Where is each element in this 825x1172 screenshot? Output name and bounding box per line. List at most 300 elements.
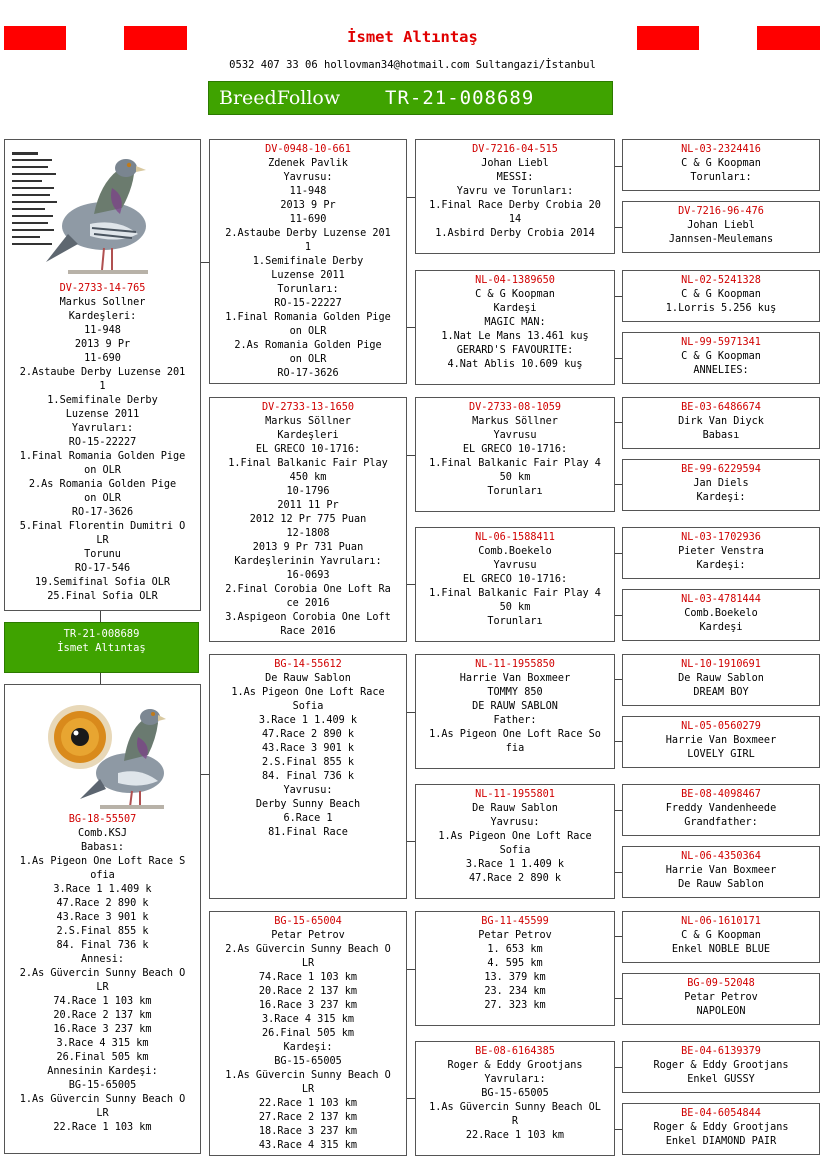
detail-line: Kardeşi [699,622,743,633]
great-grandparent-details [623,288,819,316]
detail-line: Petar Petrov [271,930,345,941]
detail-line: Torunları: [690,172,752,183]
great-grandparent-details [623,350,819,378]
great-grandparent-card [622,527,820,579]
detail-line: 2.S.Final 855 k [56,926,149,937]
sire-dam-ring: DV-2733-13-1650 [261,402,354,413]
detail-line: Yavruları: [484,1074,546,1085]
connector [615,1067,622,1068]
detail-line: 1.As Pigeon One Loft Race S [19,856,186,867]
detail-line: 1.As Pigeon One Loft Race [438,831,592,842]
detail-line: De Rauw Sablon [472,803,558,814]
detail-line: 47.Race 2 890 k [468,873,561,884]
detail-line: 2013 9 Pr 731 Puan [252,542,364,553]
owner-name: İsmet Altıntaş [347,28,478,46]
detail-line: Kardeşi: [283,1042,333,1053]
sdd-card [415,527,615,642]
detail-line: LR [96,1108,109,1119]
detail-line: 1.Semifinale Derby [252,256,364,267]
detail-line: Kardeşleri: [68,311,137,322]
connector [407,712,415,713]
connector [407,455,415,456]
detail-line: 25.Final Sofia OLR [47,591,158,602]
detail-line: Comb.Boekelo [478,546,552,557]
detail-line: 26.Final 505 km [261,1028,354,1039]
detail-line: 84. Final 736 k [261,771,354,782]
great-grandparent-card [622,973,820,1025]
detail-line: BG-15-65005 [68,1080,137,1091]
detail-line: 10-1796 [286,486,330,497]
connector [615,358,622,359]
great-grandparent-details [623,219,819,247]
connector [615,679,622,680]
dam-ring: BG-18-55507 [68,814,137,825]
great-grandparent-ring: BE-03-6486674 [681,402,761,413]
sds-card [415,397,615,512]
dss-card [415,654,615,769]
detail-line: 1.As Pigeon One Loft Race [231,687,385,698]
detail-line: 3.Aspigeon Corobia One Loft [225,612,391,623]
connector [615,422,622,423]
detail-line: Torunları [487,486,543,497]
detail-line: 12-1808 [286,528,330,539]
detail-line: LR [301,1084,315,1095]
great-grandparent-details [623,929,819,957]
detail-line: 3.Race 4 315 km [261,1014,354,1025]
great-grandparent-card [622,332,820,384]
great-grandparent-ring: NL-02-5241328 [681,275,761,286]
detail-line: 22.Race 1 103 km [465,1130,565,1141]
dam-sire-ring: BG-14-55612 [274,659,342,670]
connector [407,969,415,970]
detail-line: 74.Race 1 103 km [258,972,358,983]
detail-line: 18.Race 3 237 km [258,1126,358,1137]
detail-line: Freddy Vandenheede [665,803,777,814]
detail-line: Kardeşlerinin Yavruları: [234,556,382,567]
detail-line: Babası [702,430,740,441]
detail-line: 13. 379 km [484,972,546,983]
great-grandparent-ring: NL-05-0560279 [681,721,761,732]
detail-line: NAPOLEON [696,1006,746,1017]
detail-line: 450 km [289,472,327,483]
detail-line: LR [301,958,315,969]
subject-ring: TR-21-008689 [63,628,140,640]
detail-line: 2012 12 Pr 775 Puan [249,514,367,525]
detail-line: Kardeşi: [696,560,746,571]
detail-line: 2013 9 Pr [74,339,131,350]
detail-line: C & G Koopman [681,930,761,941]
connector [615,1129,622,1130]
ddd-card [415,1041,615,1156]
detail-line: 27. 323 km [484,1000,546,1011]
detail-line: Yavrusu: [283,785,333,796]
detail-line: on OLR [289,326,327,337]
subject-owner: İsmet Altıntaş [57,642,146,654]
dam-sire-card [209,654,407,899]
dam-dam-ring: BG-15-65004 [274,916,342,927]
connector [615,936,622,937]
detail-line: 4.Nat Ablis 10.609 kuş [447,359,583,370]
connector [615,553,622,554]
detail-line: 2011 11 Pr [277,500,339,511]
sire-dam-details [210,415,406,639]
sire-dam-card [209,397,407,642]
connector [201,262,209,263]
detail-line: on OLR [289,354,327,365]
great-grandparent-ring: BE-99-6229594 [681,464,761,475]
detail-line: Yavrusu [493,430,537,441]
detail-line: LOVELY GIRL [687,749,755,760]
dss-ring: NL-11-1955850 [475,659,555,670]
detail-line: 1.Final Romania Golden Pige [19,451,186,462]
detail-line: 2.As Güvercin Sunny Beach O [225,944,391,955]
detail-line: 2.S.Final 855 k [261,757,354,768]
great-grandparent-details [623,672,819,700]
detail-line: Johan Liebl [481,158,549,169]
detail-line: 43.Race 3 901 k [56,912,149,923]
detail-line: 4. 595 km [487,958,543,969]
connector [100,673,101,684]
dam-dam-details [210,929,406,1153]
detail-line: 3.Race 1 1.409 k [465,859,565,870]
great-grandparent-card [622,589,820,641]
detail-line: RO-17-3626 [71,507,134,518]
detail-line: Torunları [487,616,543,627]
subject-card [4,622,199,673]
detail-line: Comb.Boekelo [684,608,758,619]
detail-line: Enkel DIAMOND PAIR [665,1136,777,1147]
detail-line: BG-15-65005 [274,1056,342,1067]
detail-line: 2.As Romania Golden Pige [234,340,382,351]
sire-details [5,296,200,604]
detail-line: 1.Semifinale Derby [47,395,158,406]
dam-sire-details [210,672,406,840]
dds-ring: BG-11-45599 [481,916,549,927]
detail-line: 74.Race 1 103 km [53,996,152,1007]
detail-line: ce 2016 [286,598,330,609]
dsd-card [415,784,615,899]
detail-line: 3.Race 1 1.409 k [53,884,152,895]
sire-card [4,139,201,611]
detail-line: ANNELIES: [693,365,749,376]
great-grandparent-card [622,784,820,836]
detail-line: 1.Lorris 5.256 kuş [665,303,777,314]
detail-line: 1. 653 km [487,944,543,955]
great-grandparent-card [622,1041,820,1093]
connector [615,166,622,167]
detail-line: 23. 234 km [484,986,546,997]
detail-line: Harrie Van Boxmeer [459,673,571,684]
detail-line: Enkel NOBLE BLUE [671,944,771,955]
connector [201,774,209,775]
detail-line: Kardeşleri [277,430,339,441]
detail-line: 11-948 [289,186,327,197]
great-grandparent-ring: DV-7216-96-476 [678,206,764,217]
detail-line: LR [96,535,109,546]
detail-line: Race 2016 [280,626,336,637]
detail-line: Jan Diels [693,478,749,489]
detail-line: Petar Petrov [478,930,552,941]
detail-line: 11-948 [84,325,121,336]
great-grandparent-ring: NL-06-4350364 [681,851,761,862]
detail-line: 3.Race 4 315 km [56,1038,149,1049]
sire-sire-ring: DV-0948-10-661 [265,144,351,155]
detail-line: Yavruları: [71,423,134,434]
detail-line: RO-15-22227 [68,437,137,448]
great-grandparent-details [623,545,819,573]
detail-line: Grandfather: [684,817,758,828]
detail-line: Derby Sunny Beach [255,799,361,810]
great-grandparent-card [622,201,820,253]
sss-ring: DV-7216-04-515 [472,144,558,155]
detail-line: BG-15-65005 [481,1088,549,1099]
sds-details [416,415,614,499]
detail-line: 1.Final Balkanic Fair Play 4 [429,588,601,599]
detail-line: Markus Sollner [59,297,146,308]
detail-line: Yavrusu: [490,817,540,828]
detail-line: 22.Race 1 103 km [258,1098,358,1109]
dam-details [5,827,200,1135]
great-grandparent-card [622,846,820,898]
detail-line: 2.As Romania Golden Pige [28,479,177,490]
detail-line: Luzense 2011 [271,270,345,281]
detail-line: RO-17-3626 [277,368,339,379]
great-grandparent-ring: BE-04-6139379 [681,1046,761,1057]
dds-card [415,911,615,1026]
detail-line: 2.As Güvercin Sunny Beach O [19,968,186,979]
detail-line: C & G Koopman [681,289,761,300]
great-grandparent-details [623,607,819,635]
detail-line: 1 [304,242,312,253]
detail-line: 11-690 [84,353,121,364]
pigeon-photo-sire [8,144,198,282]
detail-line: Kardeşi: [696,492,746,503]
great-grandparent-details [623,991,819,1019]
detail-line: 84. Final 736 k [56,940,149,951]
sss-details [416,157,614,241]
great-grandparent-card [622,716,820,768]
great-grandparent-ring: NL-03-1702936 [681,532,761,543]
detail-line: 1.Final Race Derby Crobia 20 [429,200,601,211]
detail-line: De Rauw Sablon [265,673,351,684]
detail-line: Harrie Van Boxmeer [665,865,777,876]
detail-line: Yavrusu [493,560,537,571]
dam-dam-card [209,911,407,1156]
great-grandparent-details [623,802,819,830]
detail-line: Enkel GUSSY [687,1074,755,1085]
detail-line: Annesi: [81,954,124,965]
great-grandparent-ring: BE-04-6054844 [681,1108,761,1119]
connector [407,1098,415,1099]
detail-line: TOMMY 850 [487,687,543,698]
connector [100,611,101,622]
detail-line: 81.Final Race [268,827,348,838]
detail-line: 2.Astaube Derby Luzense 201 [19,367,186,378]
detail-line: 27.Race 2 137 km [258,1112,358,1123]
detail-line: 16-0693 [286,570,330,581]
great-grandparent-ring: NL-03-4781444 [681,594,761,605]
great-grandparent-card [622,270,820,322]
detail-line: DE RAUW SABLON [472,701,558,712]
detail-line: 6.Race 1 [283,813,333,824]
connector [615,227,622,228]
detail-line: MESSI: [496,172,534,183]
connector [615,296,622,297]
detail-line: 50 km [499,472,531,483]
detail-line: De Rauw Sablon [678,879,764,890]
breedfollow-brand: BreedFollow [219,87,341,109]
great-grandparent-details [623,734,819,762]
detail-line: 1.As Güvercin Sunny Beach O [19,1094,186,1105]
sire-sire-details [210,157,406,381]
detail-line: Roger & Eddy Grootjans [447,1060,583,1071]
great-grandparent-details [623,415,819,443]
detail-line: Johan Liebl [687,220,755,231]
detail-line: 11-690 [289,214,327,225]
sdd-ring: NL-06-1588411 [475,532,555,543]
pigeon-photo-dam [8,695,198,813]
detail-line: Markus Söllner [265,416,351,427]
detail-line: Dirk Van Diyck [678,416,764,427]
detail-line: 47.Race 2 890 k [261,729,354,740]
detail-line: Harrie Van Boxmeer [665,735,777,746]
detail-line: Kardeşi [493,303,537,314]
detail-line: 43.Race 3 901 k [261,743,354,754]
sss-card [415,139,615,254]
detail-line: 1.Nat Le Mans 13.461 kuş [441,331,589,342]
detail-line: 16.Race 3 237 km [258,1000,358,1011]
great-grandparent-ring: NL-99-5971341 [681,337,761,348]
owner-contact: 0532 407 33 06 hollovman34@hotmail.com Sultangazi/İstanbul [229,59,596,71]
dsd-details [416,802,614,886]
detail-line: Father: [493,715,537,726]
detail-line: 5.Final Florentin Dumitri O [19,521,186,532]
detail-line: 19.Semifinal Sofia OLR [35,577,170,588]
great-grandparent-card [622,654,820,706]
detail-line: 1.Final Balkanic Fair Play 4 [429,458,601,469]
great-grandparent-card [622,1103,820,1155]
detail-line: GERARD'S FAVOURITE: [456,345,574,356]
great-grandparent-card [622,911,820,963]
great-grandparent-ring: BE-08-4098467 [681,789,761,800]
detail-line: 2.Final Corobia One Loft Ra [225,584,391,595]
detail-line: 1.As Pigeon One Loft Race So [429,729,601,740]
detail-line: Sofia [292,701,324,712]
detail-line: Torunları: [277,284,339,295]
great-grandparent-ring: NL-10-1910691 [681,659,761,670]
detail-line: R [511,1116,519,1127]
detail-line: Annesinin Kardeşi: [47,1066,158,1077]
connector [407,841,415,842]
detail-line: C & G Koopman [681,158,761,169]
detail-line: 2.Astaube Derby Luzense 201 [225,228,391,239]
connector [615,741,622,742]
detail-line: RO-15-22227 [274,298,342,309]
detail-line: 3.Race 1 1.409 k [258,715,358,726]
detail-line: Comb.KSJ [77,828,128,839]
detail-line: EL GRECO 10-1716: [255,444,361,455]
connector [615,615,622,616]
detail-line: Roger & Eddy Grootjans [653,1060,789,1071]
detail-line: LR [96,982,109,993]
great-grandparent-card [622,459,820,511]
detail-line: De Rauw Sablon [678,673,764,684]
connector [407,584,415,585]
detail-line: 1.Asbird Derby Crobia 2014 [435,228,595,239]
detail-line: Zdenek Pavlik [268,158,348,169]
great-grandparent-ring: NL-03-2324416 [681,144,761,155]
detail-line: 47.Race 2 890 k [56,898,149,909]
detail-line: Luzense 2011 [65,409,140,420]
detail-line: 1.As Güvercin Sunny Beach OL [429,1102,601,1113]
sire-sire-card [209,139,407,384]
detail-line: EL GRECO 10-1716: [462,574,568,585]
great-grandparent-details [623,1059,819,1087]
great-grandparent-ring: BG-09-52048 [687,978,755,989]
great-grandparent-card [622,139,820,191]
detail-line: ofia [90,870,115,881]
connector [407,197,415,198]
detail-line: Roger & Eddy Grootjans [653,1122,789,1133]
detail-line: Markus Söllner [472,416,558,427]
great-grandparent-details [623,477,819,505]
detail-line: Torunu [84,549,121,560]
dam-card [4,684,201,1154]
detail-line: 26.Final 505 km [56,1052,149,1063]
breedfollow-ring: TR-21-008689 [385,87,535,109]
ssd-ring: NL-04-1389650 [475,275,555,286]
ssd-details [416,288,614,372]
detail-line: 50 km [499,602,531,613]
great-grandparent-details [623,1121,819,1149]
detail-line: MAGIC MAN: [484,317,546,328]
detail-line: 1.As Güvercin Sunny Beach O [225,1070,391,1081]
detail-line: fia [505,743,525,754]
detail-line: 14 [508,214,522,225]
great-grandparent-details [623,157,819,185]
detail-line: DREAM BOY [693,687,749,698]
detail-line: C & G Koopman [475,289,555,300]
dss-details [416,672,614,756]
detail-line: Pieter Venstra [678,546,764,557]
great-grandparent-ring: NL-06-1610171 [681,916,761,927]
detail-line: Petar Petrov [684,992,758,1003]
detail-line: Yavru ve Torunları: [456,186,574,197]
ddd-ring: BE-08-6164385 [475,1046,555,1057]
detail-line: 22.Race 1 103 km [53,1122,152,1133]
detail-line: 20.Race 2 137 km [258,986,358,997]
detail-line: Babası: [81,842,124,853]
connector [407,327,415,328]
ddd-details [416,1059,614,1143]
dsd-ring: NL-11-1955801 [475,789,555,800]
connector [615,484,622,485]
detail-line: 43.Race 4 315 km [258,1140,358,1151]
breedfollow-banner [208,81,613,115]
sdd-details [416,545,614,629]
detail-line: 1.Final Romania Golden Pige [225,312,391,323]
great-grandparent-details [623,864,819,892]
detail-line: 1 [99,381,106,392]
sds-ring: DV-2733-08-1059 [468,402,561,413]
detail-line: C & G Koopman [681,351,761,362]
detail-line: EL GRECO 10-1716: [462,444,568,455]
detail-line: RO-17-546 [74,563,131,574]
detail-line: on OLR [84,465,121,476]
detail-line: Yavrusu: [283,172,333,183]
connector [615,810,622,811]
connector [615,872,622,873]
